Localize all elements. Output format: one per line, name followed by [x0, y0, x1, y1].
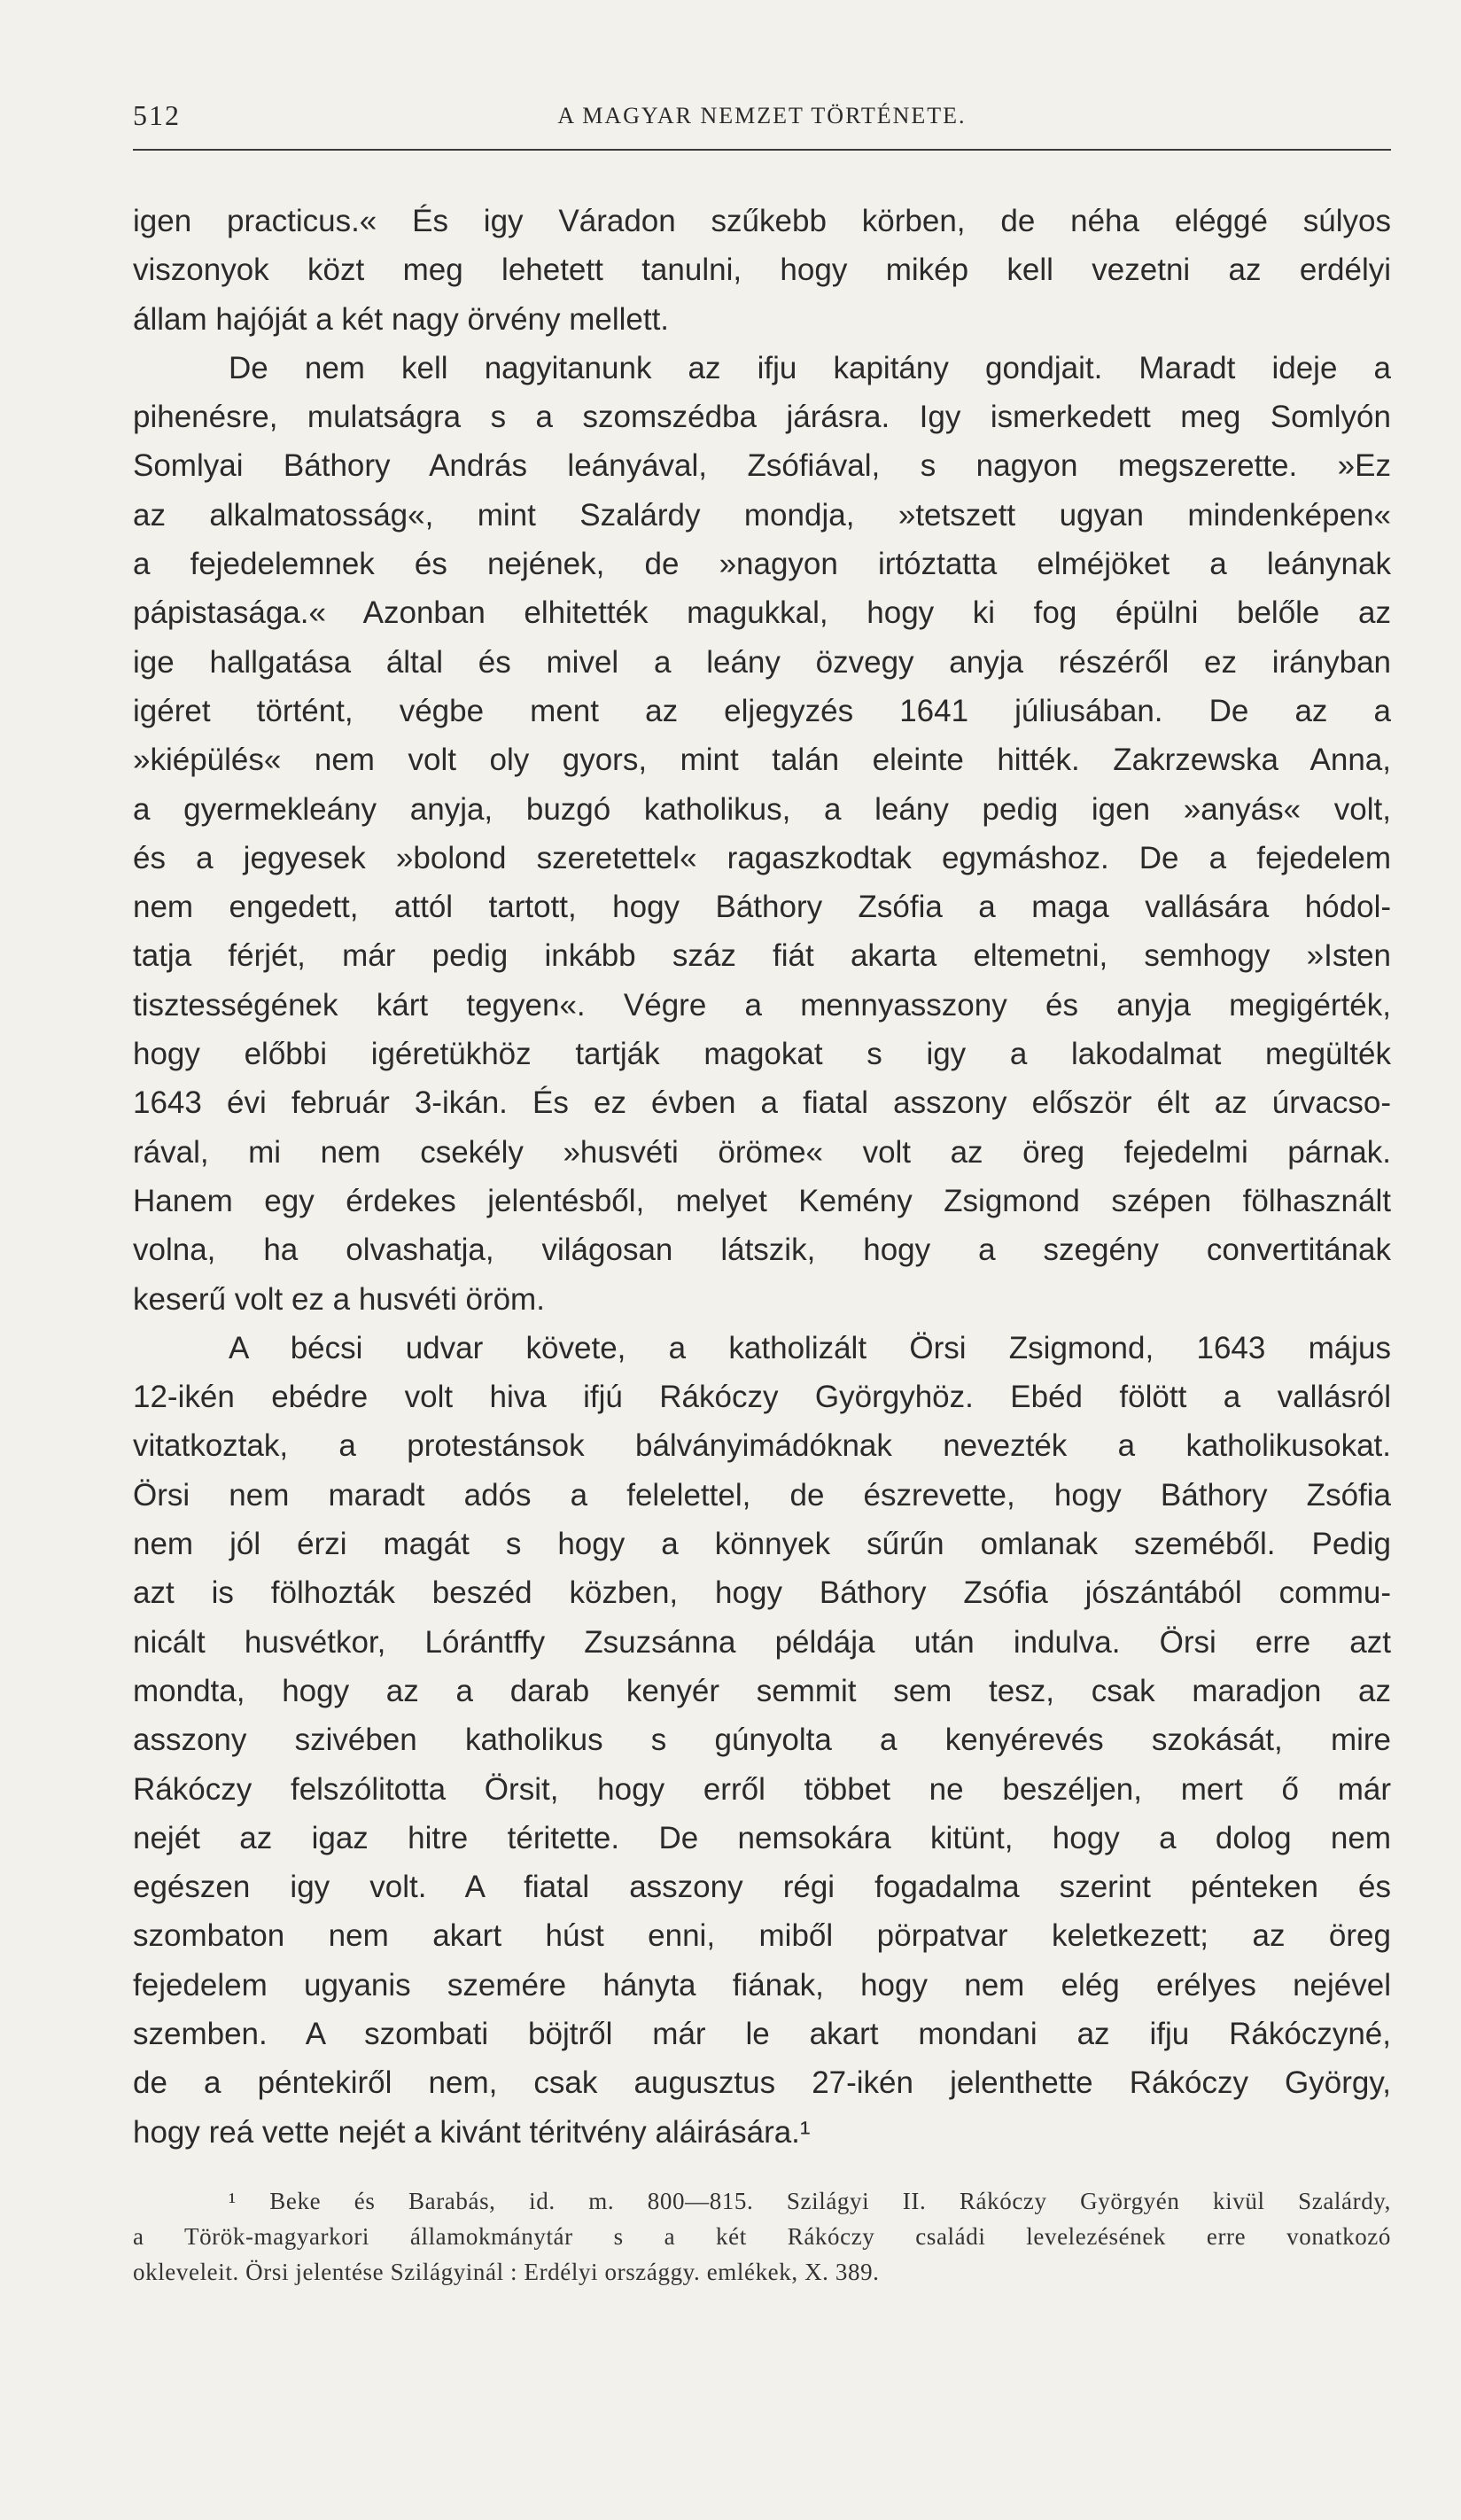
text-line: Somlyai Báthory András leányával, Zsófiával, s nagyon megszerette. »Ez	[133, 448, 1391, 484]
text-line: Rákóczy felszólitotta Örsit, hogy erről többet ne beszéljen, mert ő már	[133, 1771, 1391, 1807]
text-line: viszonyok közt meg lehetett tanulni, hogy mikép kell vezetni az erdélyi	[133, 253, 1391, 288]
text-line: »kiépülés« nem volt oly gyors, mint talán eleinte hitték. Zakrzewska Anna,	[133, 743, 1391, 778]
text-line: pihenésre, mulatságra s a szomszédba járásra. Igy ismerkedett meg Somlyón	[133, 400, 1391, 435]
text-line: nem engedett, attól tartott, hogy Báthory Zsófia a maga vallására hódol-	[133, 890, 1391, 925]
running-title: A MAGYAR NEMZET TÖRTÉNETE.	[557, 103, 967, 128]
text-line: hogy előbbi igéretükhöz tartják magokat s igy a lakodalmat megülték	[133, 1037, 1391, 1072]
text-line: a gyermekleány anyja, buzgó katholikus, a leány pedig igen »anyás« volt,	[133, 791, 1391, 827]
book-page	[133, 97, 1391, 2290]
text-line: a fejedelemnek és nejének, de »nagyon irtóztatta elméjöket a leánynak	[133, 547, 1391, 582]
text-line: tatja férjét, már pedig inkább száz fiát akarta eltemetni, semhogy »Isten	[133, 938, 1391, 974]
footnote-line: ¹ Beke és Barabás, id. m. 800—815. Szilágyi II. Rákóczy Györgyén kivül Szalárdy,	[229, 2187, 1391, 2214]
running-head	[133, 97, 1391, 151]
body-text	[133, 197, 1391, 2157]
text-line: fejedelem ugyanis szemére hányta fiának, hogy nem elég erélyes nejével	[133, 1967, 1391, 2003]
text-line: mondta, hogy az a darab kenyér semmit sem tesz, csak maradjon az	[133, 1673, 1391, 1708]
text-line: hogy reá vette nejét a kivánt téritvény aláirására.¹	[133, 2114, 811, 2150]
text-line: pápistasága.« Azonban elhitették magukkal, hogy ki fog épülni belőle az	[133, 595, 1391, 631]
text-line: Hanem egy érdekes jelentésből, melyet Kemény Zsigmond szépen fölhasznált	[133, 1183, 1391, 1218]
text-line: asszony szivében katholikus s gúnyolta a kenyérevés szokását, mire	[133, 1723, 1391, 1758]
text-line: nicált husvétkor, Lórántffy Zsuzsánna példája után indulva. Örsi erre azt	[133, 1624, 1391, 1660]
text-line: 1643 évi február 3-ikán. És ez évben a fiatal asszony először élt az úrvacso-	[133, 1085, 1391, 1121]
text-line: 12-ikén ebédre volt hiva ifjú Rákóczy Györgyhöz. Ebéd fölött a vallásról	[133, 1380, 1391, 1415]
text-line: és a jegyesek »bolond szeretettel« ragaszkodtak egymáshoz. De a fejedelem	[133, 840, 1391, 875]
text-line: nem jól érzi magát s hogy a könnyek sűrűn omlanak szeméből. Pedig	[133, 1527, 1391, 1562]
text-line: igéret történt, végbe ment az eljegyzés 1641 júliusában. De az a	[133, 693, 1391, 728]
text-line: tisztességének kárt tegyen«. Végre a mennyasszony és anyja megigérték,	[133, 987, 1391, 1023]
text-line: szombaton nem akart húst enni, miből pörpatvar keletkezett; az öreg	[133, 1918, 1391, 1954]
text-line: volna, ha olvashatja, világosan látszik, hogy a szegény convertitának	[133, 1233, 1391, 1268]
text-line: keserű volt ez a husvéti öröm.	[133, 1281, 545, 1317]
text-line: szemben. A szombati böjtről már le akart mondani az ifju Rákóczyné,	[133, 2016, 1391, 2051]
text-line: az alkalmatosság«, mint Szalárdy mondja, »tetszett ugyan mindenképen«	[133, 497, 1391, 533]
footnote-line: okleveleit. Örsi jelentése Szilágyinál : Erdélyi országgy. emlékek, X. 389.	[133, 2258, 880, 2285]
text-line: vitatkoztak, a protestánsok bálványimádóknak nevezték a katholikusokat.	[133, 1428, 1391, 1464]
text-line: De nem kell nagyitanunk az ifju kapitány gondjait. Maradt ideje a	[229, 350, 1391, 385]
text-line: de a péntekiről nem, csak augusztus 27-ikén jelenthette Rákóczy György,	[133, 2065, 1391, 2101]
text-line: igen practicus.« És igy Váradon szűkebb körben, de néha eléggé súlyos	[133, 204, 1391, 238]
footnote	[133, 2183, 1391, 2290]
text-line: egészen igy volt. A fiatal asszony régi fogadalma szerint pénteken és	[133, 1870, 1391, 1905]
text-line: azt is fölhozták beszéd közben, hogy Báthory Zsófia jószántából commu-	[133, 1575, 1391, 1611]
text-line: ige hallgatása által és mivel a leány özvegy anyja részéről ez irányban	[133, 644, 1391, 680]
text-line: Örsi nem maradt adós a felelettel, de észrevette, hogy Báthory Zsófia	[133, 1477, 1391, 1513]
text-line: nejét az igaz hitre téritette. De nemsokára kitünt, hogy a dolog nem	[133, 1820, 1391, 1855]
footnote-line: a Török-magyarkori államokmánytár s a két Rákóczy családi levelezésének erre vonatkozó	[133, 2222, 1391, 2250]
page-number: 512	[133, 99, 181, 131]
text-line: rával, mi nem csekély »husvéti öröme« volt az öreg fejedelmi párnak.	[133, 1134, 1391, 1170]
text-line: A bécsi udvar követe, a katholizált Örsi Zsigmond, 1643 május	[229, 1330, 1391, 1365]
text-line: állam hajóját a két nagy örvény mellett.	[133, 301, 670, 337]
